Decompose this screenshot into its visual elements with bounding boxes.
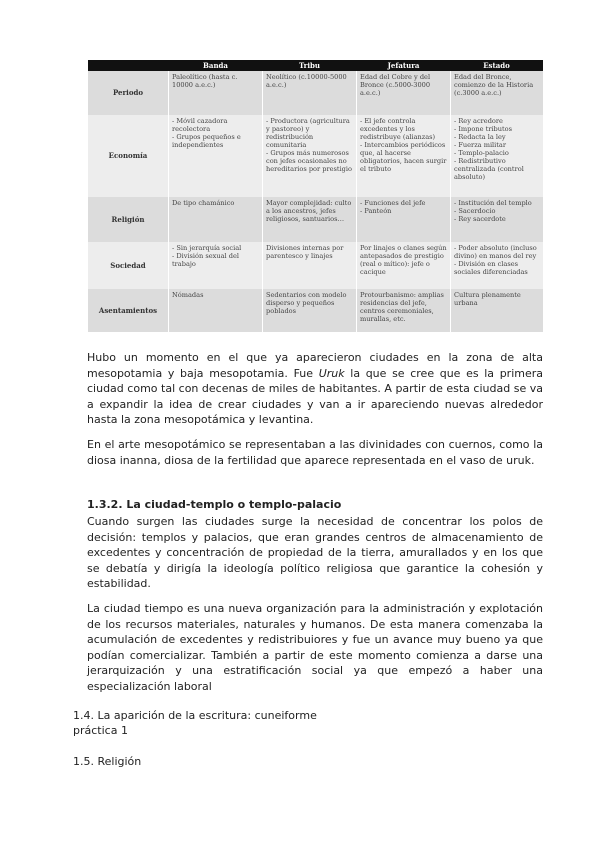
header-jefatura: Jefatura bbox=[357, 60, 451, 71]
header-tribu: Tribu bbox=[263, 60, 357, 71]
table-row-religion bbox=[88, 197, 543, 242]
row-label: Religión bbox=[88, 197, 169, 242]
header-empty bbox=[88, 60, 169, 71]
table-cell: Edad del Bronce, comienzo de la Historia (c.3000 a.e.c.) bbox=[451, 71, 543, 115]
table-cell: - Móvil cazadora recolectora - Grupos pequeños e independientes bbox=[169, 115, 263, 197]
table-cell: Por linajes o clanes según antepasados de prestigio (real o mítico): jefe o cacique bbox=[357, 242, 451, 289]
table-cell: Nómadas bbox=[169, 289, 263, 332]
table-row-asentamientos bbox=[88, 289, 543, 332]
paragraph-uruk: Hubo un momento en el que ya aparecieron ciudades en la zona de alta mesopotamia y baja mesopotamia. Fue Uruk la que se cree que es la primera ciudad como tal con decenas de miles de habitantes. A partir de esta ciudad se va a expandir la idea de crear ciudades y van a ir apareciendo nuevas alrededor hasta la zona mesopotámica y levantina. bbox=[87, 351, 543, 426]
table-cell: - Productora (agricultura y pastoreo) y redistribución comunitaria - Grupos más numerosos con jefes ocasionales no hereditarios por prestigio bbox=[263, 115, 357, 197]
table-cell: - Funciones del jefe - Panteón bbox=[357, 197, 451, 242]
comparison-table bbox=[87, 60, 543, 332]
section-heading-1-5: 1.5. Religión bbox=[73, 755, 142, 768]
paragraph-organizacion: La ciudad tiempo es una nueva organización para la administración y explotación de los recursos materiales, naturales y humanos. De esta manera comenzaba la acumulación de excedentes y redistribuiores y fue un avance muy bueno ya que podían comercializar. También a partir de este momento comienza a darse una jerarquización y una estratificación social ya que empezó a haber una especialización laboral bbox=[87, 602, 543, 693]
table-row-economia bbox=[88, 115, 543, 197]
section-heading-1-3-2: 1.3.2. La ciudad-templo o templo-palacio bbox=[87, 498, 342, 511]
paragraph-ciudad-templo: Cuando surgen las ciudades surge la necesidad de concentrar los polos de decisión: templos y palacios, que eran grandes centros de almacenamiento de excedentes y concentración de propiedad de la tierra, amurallados y en los que se debatía y dirigía la ideología político religiosa que garantice la cohesión y estabilidad. bbox=[87, 515, 543, 590]
practica-label: práctica 1 bbox=[73, 724, 128, 737]
table-cell: Protourbanismo: amplias residencias del jefe, centros ceremoniales, murallas, etc. bbox=[357, 289, 451, 332]
header-banda: Banda bbox=[169, 60, 263, 71]
table-cell: - Poder absoluto (incluso divino) en manos del rey - División en clases sociales diferenciadas bbox=[451, 242, 543, 289]
table-cell: - Institución del templo - Sacerdocio - Rey sacerdote bbox=[451, 197, 543, 242]
table-header-row bbox=[88, 60, 543, 71]
table-cell: - Sin jerarquía social - División sexual del trabajo bbox=[169, 242, 263, 289]
table-cell: - El jefe controla excedentes y los redistribuye (alianzas) - Intercambios periódicos que, al hacerse obligatorios, hacen surgir el tributo bbox=[357, 115, 451, 197]
table-cell: Paleolítico (hasta c. 10000 a.e.c.) bbox=[169, 71, 263, 115]
uruk-italic: Uruk bbox=[318, 366, 345, 380]
table-cell: Cultura plenamente urbana bbox=[451, 289, 543, 332]
row-label: Economía bbox=[88, 115, 169, 197]
table-cell: Edad del Cobre y del Bronce (c.5000-3000 a.e.c.) bbox=[357, 71, 451, 115]
table-cell: Sedentarios con modelo disperso y pequeños poblados bbox=[263, 289, 357, 332]
row-label: Periodo bbox=[88, 71, 169, 115]
section-heading-1-4: 1.4. La aparición de la escritura: cuneiforme bbox=[73, 709, 317, 722]
table-cell: Mayor complejidad: culto a los ancestros, jefes religiosos, santuarios… bbox=[263, 197, 357, 242]
table-cell: Divisiones internas por parentesco y linajes bbox=[263, 242, 357, 289]
table-cell: De tipo chamánico bbox=[169, 197, 263, 242]
table-cell: - Rey acredore - Impone tributos - Redacta la ley - Fuerza militar - Templo-palacio - Redistributivo centralizada (control absoluto) bbox=[451, 115, 543, 197]
table-row-periodo bbox=[88, 71, 543, 115]
header-estado: Estado bbox=[451, 60, 543, 71]
paragraph-inanna: En el arte mesopotámico se representaban a las divinidades con cuernos, como la diosa inanna, diosa de la fertilidad que aparece representada en el vaso de uruk. bbox=[87, 438, 543, 467]
table-cell: Neolítico (c.10000-5000 a.e.c.) bbox=[263, 71, 357, 115]
row-label: Asentamientos bbox=[88, 289, 169, 332]
row-label: Sociedad bbox=[88, 242, 169, 289]
table-row-sociedad bbox=[88, 242, 543, 289]
